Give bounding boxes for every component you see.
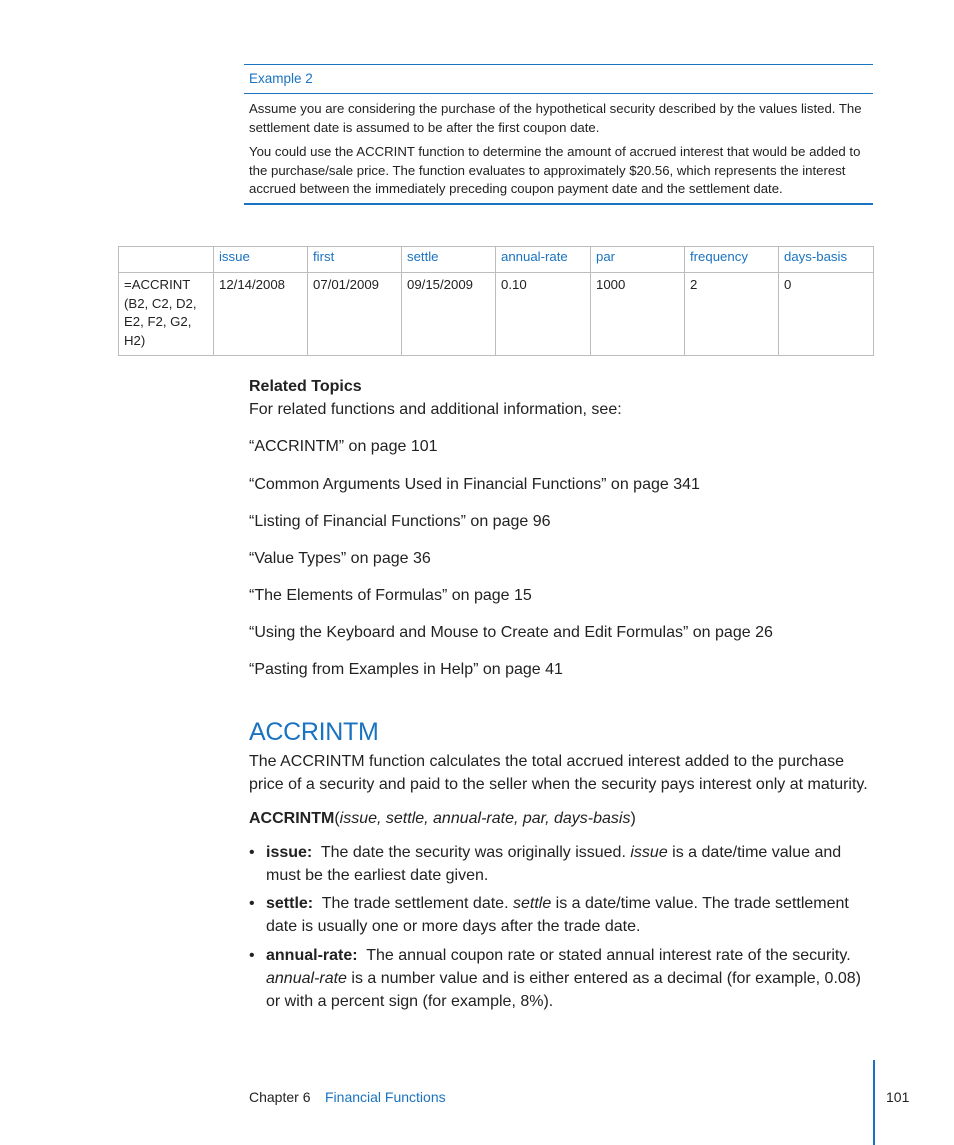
table-cell: 2 (685, 273, 779, 356)
argument-item-settle (249, 892, 879, 938)
table-header-cell: settle (402, 247, 496, 273)
related-topics-intro: For related functions and additional information, see: (249, 401, 622, 418)
example-paragraph: You could use the ACCRINT function to determine the amount of accrued interest that would be added to the purchase/sale price. The function evaluates to approximately $20.56, which represents the interest accrued between the immediately preceding coupon payment date and the settlement date. (249, 144, 861, 196)
related-link-common-arguments[interactable]: “Common Arguments Used in Financial Functions” on page 341 (249, 476, 700, 493)
table-cell: 1000 (591, 273, 685, 356)
bullet-marker: • (249, 844, 255, 861)
footer-chapter: Chapter 6 (249, 1089, 311, 1105)
example-paragraph: Assume you are considering the purchase of the hypothetical security described by the values listed. The settlement date is assumed to be after the first coupon date. (249, 101, 862, 135)
table-header-cell (119, 247, 214, 273)
syntax-function-name: ACCRINTM (249, 810, 335, 827)
table-header-cell: first (308, 247, 402, 273)
related-link-elements-of-formulas[interactable]: “The Elements of Formulas” on page 15 (249, 587, 532, 604)
argument-term: settle: (266, 895, 314, 912)
table-header-row (119, 247, 874, 273)
argument-term: annual-rate: (266, 947, 358, 964)
related-topics-heading: Related Topics (249, 378, 362, 395)
footer-page-number: 101 (886, 1089, 910, 1105)
table-cell: 07/01/2009 (308, 273, 402, 356)
table-cell: 12/14/2008 (214, 273, 308, 356)
table-header-cell: annual-rate (496, 247, 591, 273)
argument-lead: The annual coupon rate or stated annual interest rate of the security. (366, 947, 851, 964)
table-cell: 0 (779, 273, 874, 356)
table-cell: 0.10 (496, 273, 591, 356)
related-link-value-types[interactable]: “Value Types” on page 36 (249, 550, 431, 567)
argument-italic: settle (512, 895, 552, 912)
argument-lead: The date the security was originally issued. (320, 844, 626, 861)
argument-item-annual-rate (249, 944, 879, 1013)
table-cell: 09/15/2009 (402, 273, 496, 356)
argument-rest: is a date/time value. The trade settlement date is usually one or more days after the trade date. (266, 895, 849, 935)
bullet-marker: • (249, 947, 255, 964)
argument-rest: is a date/time value and must be the earliest date given. (266, 844, 842, 884)
example-table (118, 246, 874, 356)
table-cell: =ACCRINT (B2, C2, D2, E2, F2, G2, H2) (119, 273, 214, 356)
syntax-arguments: issue, settle, annual-rate, par, days-basis (339, 810, 631, 827)
table-header-cell: issue (214, 247, 308, 273)
argument-rest: is a number value and is either entered as a decimal (for example, 0.08) or with a percent sign (for example, 8%). (266, 970, 862, 1010)
argument-item-issue (249, 841, 879, 887)
bullet-marker: • (249, 895, 255, 912)
table-row (119, 273, 874, 356)
syntax-open-paren: ( (334, 810, 340, 827)
related-link-accrintm[interactable]: “ACCRINTM” on page 101 (249, 438, 438, 455)
related-link-pasting-examples[interactable]: “Pasting from Examples in Help” on page 41 (249, 661, 563, 678)
section-title: ACCRINTM (249, 718, 379, 746)
table-header-cell: days-basis (779, 247, 874, 273)
syntax-close-paren: ) (630, 810, 636, 827)
example-title: Example 2 (244, 65, 873, 94)
section-description: The ACCRINTM function calculates the total accrued interest added to the purchase price of a security and paid to the seller when the security pays interest only at maturity. (249, 753, 868, 793)
argument-term: issue: (266, 844, 313, 861)
related-link-listing-financial[interactable]: “Listing of Financial Functions” on page 96 (249, 513, 551, 530)
footer-divider (873, 1060, 875, 1145)
table-header-cell: par (591, 247, 685, 273)
argument-italic: annual-rate (266, 970, 347, 987)
related-link-keyboard-mouse[interactable]: “Using the Keyboard and Mouse to Create and Edit Formulas” on page 26 (249, 624, 773, 641)
function-syntax (249, 810, 636, 828)
footer-section-link[interactable]: Financial Functions (325, 1089, 446, 1105)
argument-italic: issue (630, 844, 668, 861)
argument-lead: The trade settlement date. (321, 895, 509, 912)
example-box (244, 64, 873, 205)
table-header-cell: frequency (685, 247, 779, 273)
